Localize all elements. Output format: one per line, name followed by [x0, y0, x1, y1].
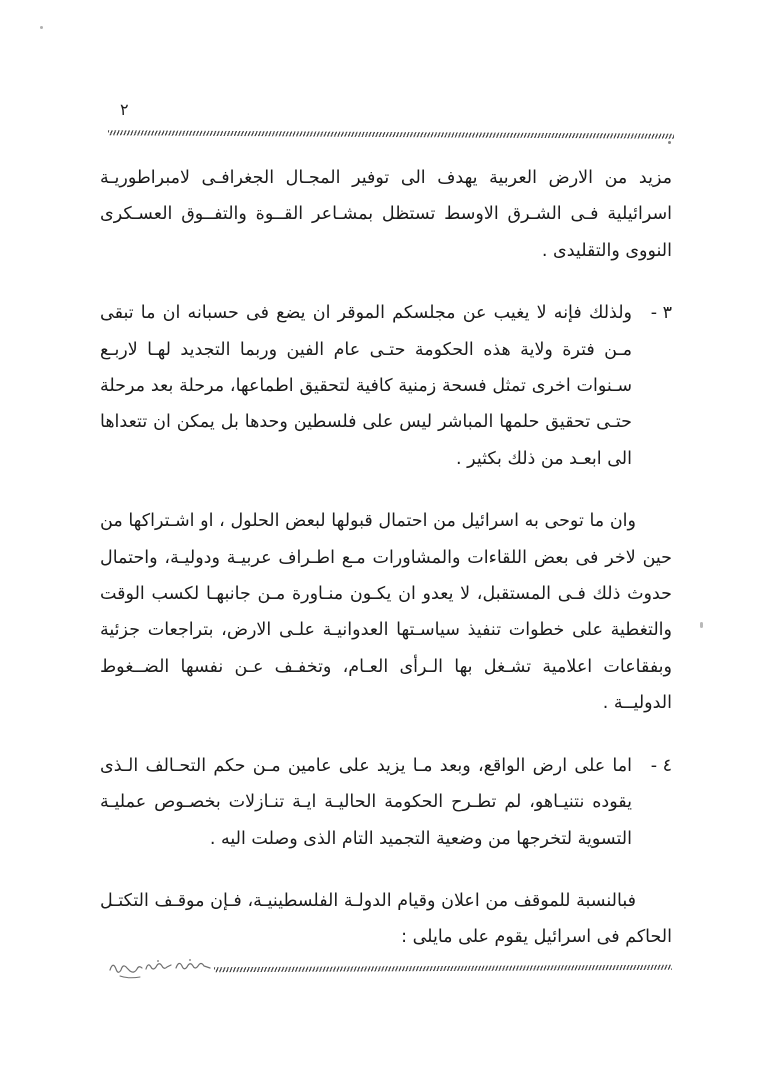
scan-speck: [40, 26, 43, 29]
list-item-3: [100, 295, 672, 477]
scan-speck: [668, 141, 671, 144]
list-item-marker: ٤ -: [650, 755, 672, 776]
paragraph: فبالنسبة للموقف من اعلان وقيام الدولـة الفلسطينيـة، فـإن موقـف التكتـل الحاكم فى اسرائيل يقوم على مايلى :: [100, 890, 672, 948]
paragraph: وان ما توحى به اسرائيل من احتمال قبولها لبعض الحلول ، او اشـتراكها من حين لاخر فى بعض اللقاءات والمشاورات مـع اطـراف عربيـة ودوليـة، واحتمال حدوث ذلك فـى المستقبل، لا يعدو ان يكـون منـاورة مـن جانبهـا لكسب الوقت والتغطية على خطوات تنفيذ سياسـتها العدوانيـة علـى الارض، بتراجعات جزئية وبفقاعات اعلامية تشـغل بها الـرأى العـام، وتخفـف عـن نفسها الضــغوط الدوليــة .: [100, 511, 672, 714]
list-item-4: [100, 748, 672, 857]
handwritten-annotation: [106, 948, 218, 984]
scan-speck: [700, 622, 703, 628]
page-number: ٢: [120, 100, 129, 119]
list-item-text: ولذلك فإنه لا يغيب عن مجلسكم الموقر ان يضع فى حسبانه ان ما تبقى مـن فترة ولاية هذه الحكومة حتـى عام الفين وربما التجديد لهـا لاربـع سـنوات اخرى تمثل فسحة زمنية كافية لتحقيق اطماعها، مرحلة بعد مرحلة حتـى تحقيق حلمها المباشر ليس على فلسطين وحدها بل يمكن ان تتعداها الى ابعـد من ذلك بكثير .: [100, 303, 632, 469]
paragraph: مزيد من الارض العربية يهدف الى توفير المجـال الجغرافـى لامبراطوريـة اسرائيلية فـى الشـرق الاوسط تستظل بمشـاعر القــوة والتفــوق العسـكرى النووى والتقليدى .: [100, 168, 672, 261]
list-item-text: اما على ارض الواقع، وبعد مـا يزيد على عامين مـن حكم التحـالف الـذى يقوده نتنيـاهو، لم تطـرح الحكومة الحاليـة ايـة تنـازلات بخصـوص عمليـة التسوية لتخرجها من وضعية التجميد التام الذى وصلت اليه .: [100, 755, 632, 849]
list-item-marker: ٣ -: [650, 303, 672, 324]
top-divider: [108, 130, 674, 138]
document-body: [100, 160, 672, 982]
